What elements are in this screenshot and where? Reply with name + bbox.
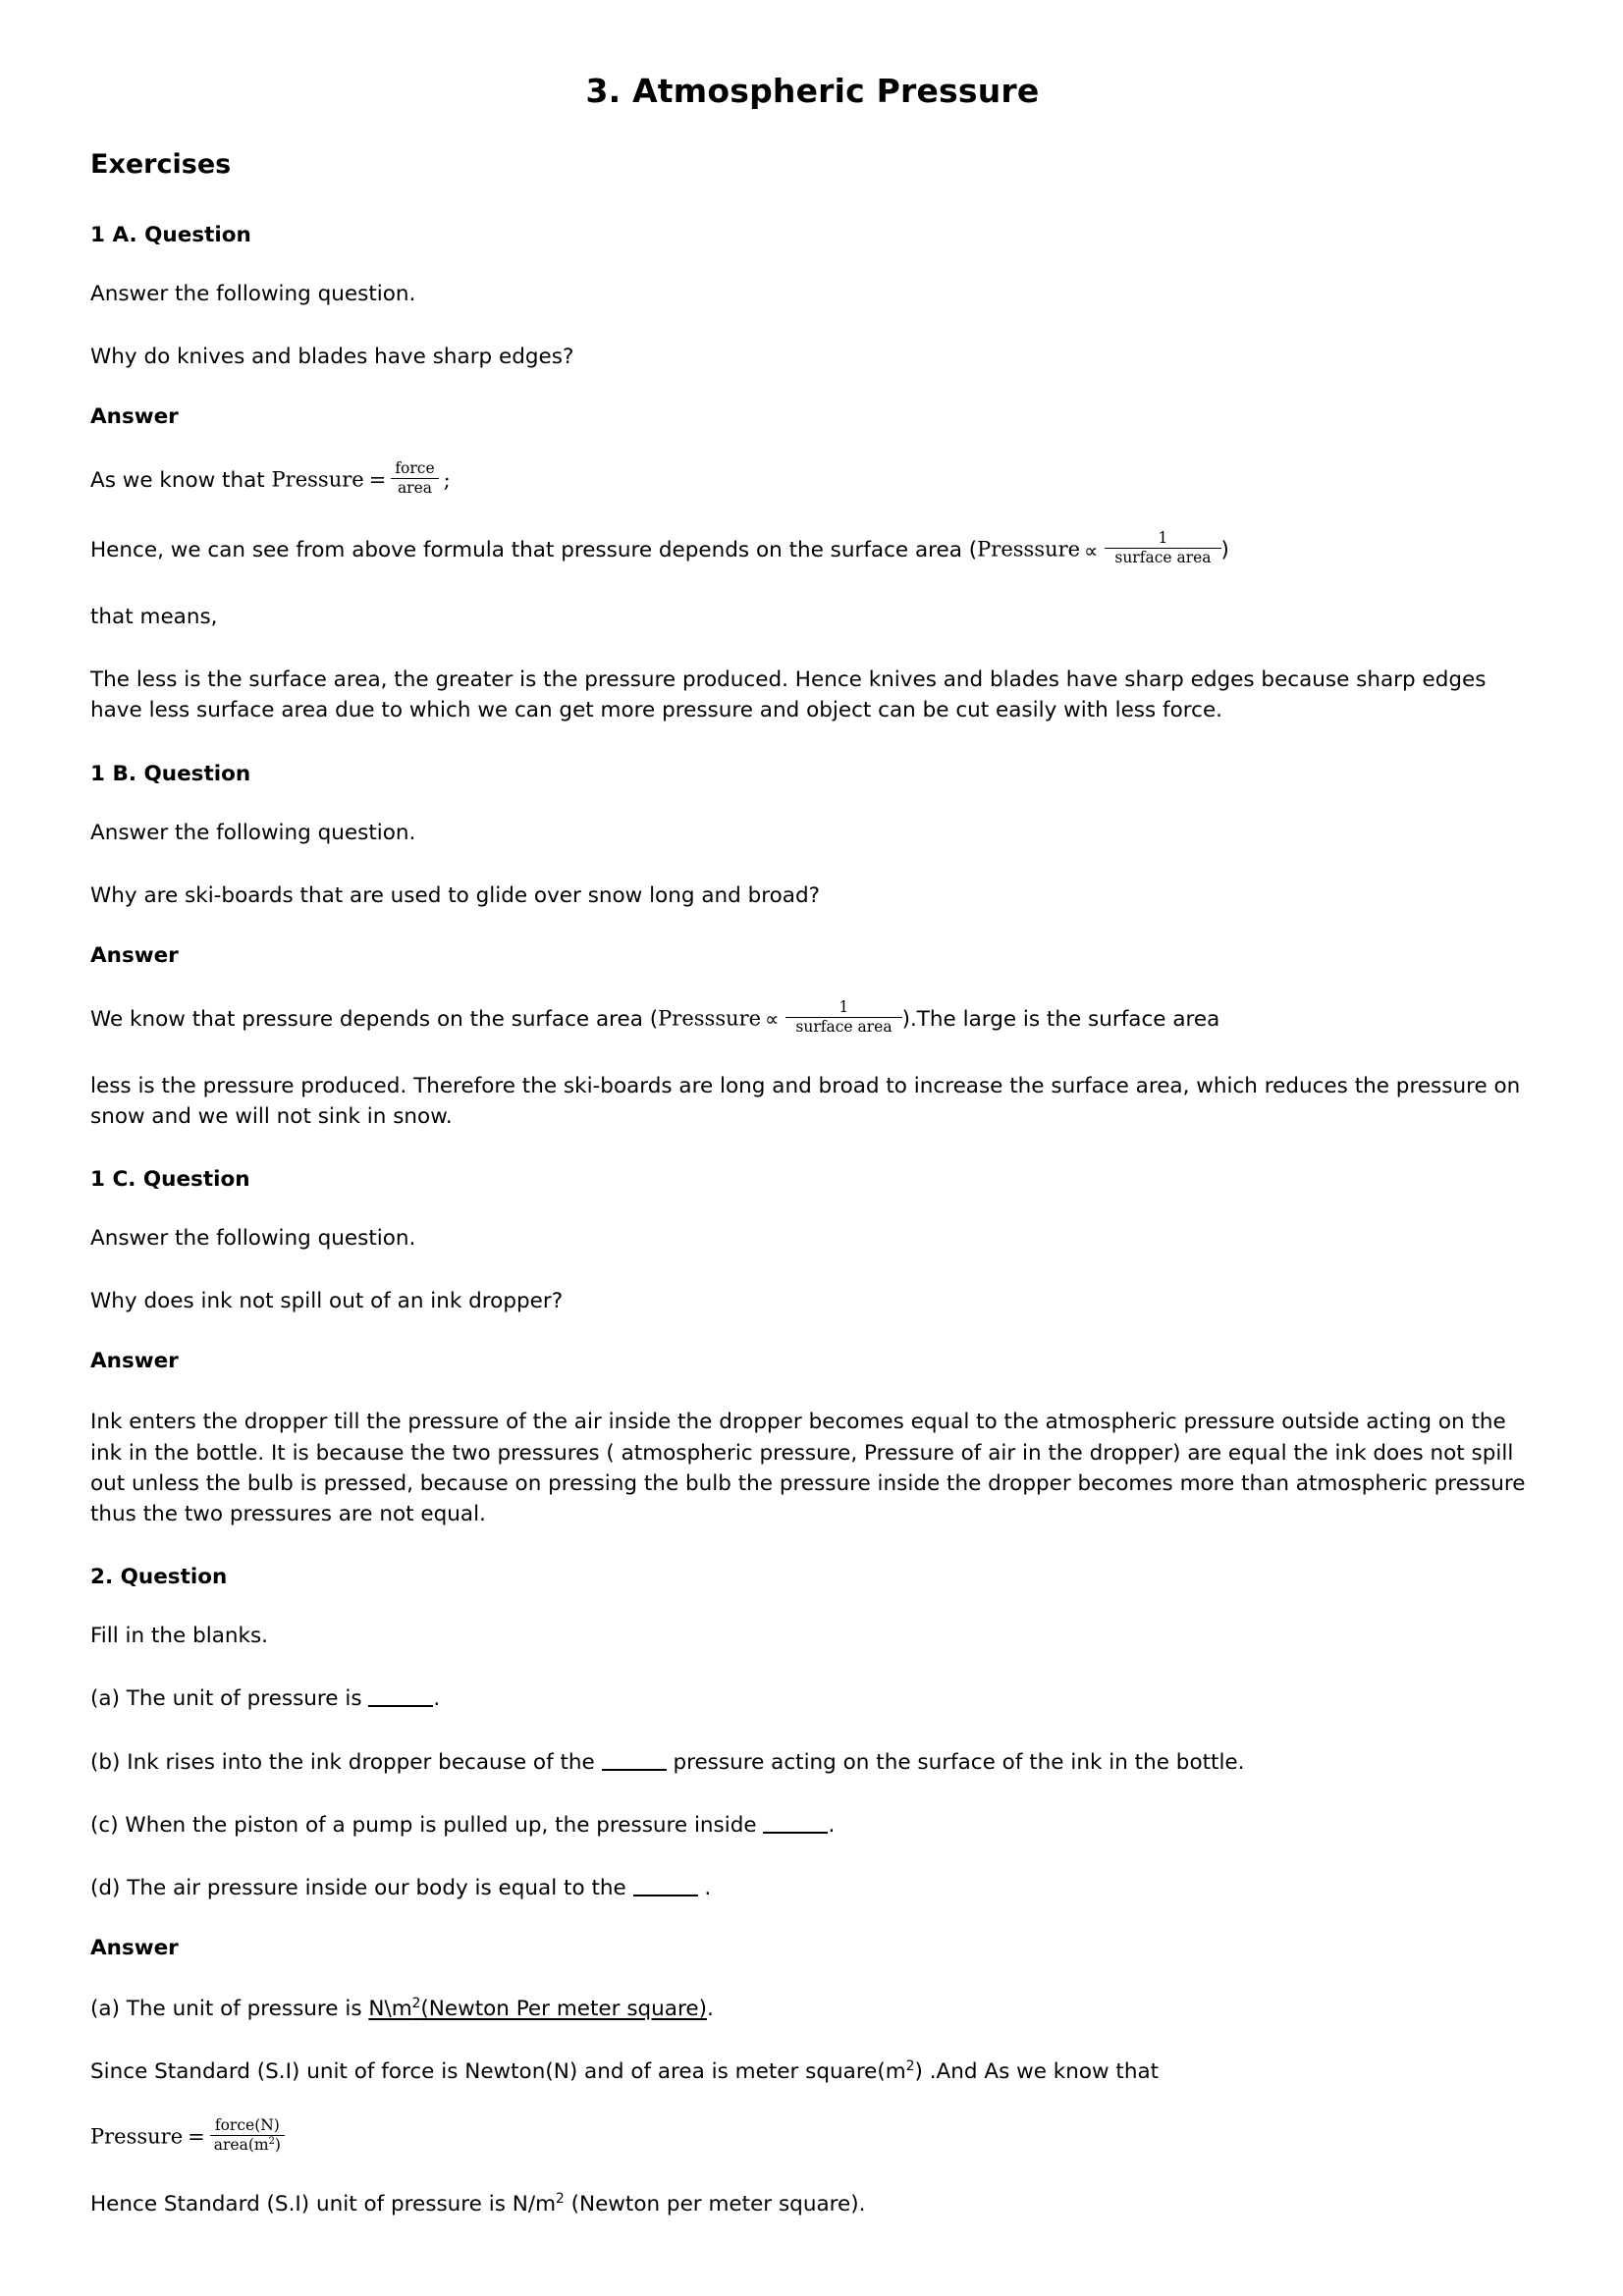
blank-field-d[interactable] — [633, 1873, 698, 1896]
formula-1a-prefix: As we know that — [90, 468, 265, 494]
answer-heading-1c: Answer — [90, 1349, 179, 1374]
answer-1a-paragraph: The less is the surface area, the greater is the pressure produced. Hence knives and blades have sharp edges because sharp edges have less surface area due to which we can get more pressure and object can be cut easily with less force. — [90, 667, 1487, 723]
hence-line-part1: Hence Standard (S.I) unit of pressure is N/m — [90, 2192, 557, 2217]
instruction-2: Fill in the blanks. — [90, 1624, 269, 1649]
fraction-force-area — [391, 460, 438, 498]
formula-pressure-prop-inverse-area-1a — [977, 529, 1220, 569]
fraction-numerator: force(N) — [210, 2117, 285, 2136]
formula-pressure-force-n-over-area-m2 — [90, 2116, 285, 2157]
blank-field-b[interactable] — [602, 1747, 667, 1771]
answer-1b-paragraph: less is the pressure produced. Therefore the ski-boards are long and broad to increase the surface area, which reduces the pressure on snow and we will not sink in snow. — [90, 1073, 1521, 1129]
fraction-one-over-surface-area — [1105, 530, 1220, 567]
proportional-prefix-1a: Hence, we can see from above formula that pressure depends on the surface area ( — [90, 538, 978, 563]
fill-blank-a-suffix: . — [433, 1686, 441, 1712]
answer-2a-exponent: 2 — [411, 1995, 421, 2011]
fraction-force-n-area-m2 — [210, 2117, 285, 2155]
proportional-suffix-1a: ) — [1220, 538, 1229, 563]
proportional-suffix-1b: ).The large is the surface area — [901, 1006, 1220, 1032]
formula-pressure-prop-inverse-area-1b — [658, 997, 901, 1039]
denominator-before: area(m — [213, 2136, 269, 2155]
formula-lhs: Pressure — [90, 2124, 184, 2149]
hence-line-exponent: 2 — [556, 2191, 565, 2208]
fraction-one-over-surface-area — [785, 999, 901, 1037]
instruction-1b: Answer the following question. — [90, 820, 416, 845]
fraction-numerator: 1 — [785, 999, 901, 1018]
answer-heading-1a: Answer — [90, 404, 179, 430]
equals-sign: = — [368, 467, 387, 492]
blank-field-a[interactable] — [368, 1684, 433, 1708]
fill-blank-a-prefix: (a) The unit of pressure is — [90, 1686, 369, 1712]
fill-blank-d — [90, 1873, 1535, 1903]
answer-2a-suffix: . — [706, 1997, 714, 2022]
since-line-part2: ) .And As we know that — [914, 2059, 1160, 2085]
answer-2a-unit: N\m — [368, 1997, 412, 2022]
answer-2a-prefix: (a) The unit of pressure is — [90, 1997, 369, 2022]
blank-field-c[interactable] — [763, 1810, 828, 1834]
answer-1a-that-means: that means, — [90, 605, 218, 630]
answer-1a-proportional-line — [90, 529, 1535, 569]
question-heading-1c: 1 C. Question — [90, 1167, 250, 1193]
question-heading-1a: 1 A. Question — [90, 223, 251, 247]
fill-blank-b-suffix: pressure acting on the surface of the ink in the bottle. — [666, 1749, 1245, 1775]
answer-2-formula-line — [90, 2116, 1535, 2157]
fill-blank-c-prefix: (c) When the piston of a pump is pulled up, the pressure inside — [90, 1812, 764, 1838]
answer-heading-2: Answer — [90, 1936, 179, 1961]
question-heading-1b: 1 B. Question — [90, 761, 251, 786]
answer-1a-formula-line — [90, 459, 1535, 500]
fraction-numerator: 1 — [1105, 530, 1220, 549]
proportional-to-icon: ∝ — [765, 1007, 780, 1032]
answer-1b-proportional-line — [90, 997, 1535, 1039]
equals-sign: = — [188, 2124, 205, 2149]
answer-2-hence-line — [90, 2189, 1535, 2219]
formula-lhs: Presssure — [658, 1006, 762, 1031]
fraction-denominator: surface area — [795, 1017, 893, 1036]
denominator-after: ) — [274, 2136, 281, 2155]
answer-2a-line — [90, 1994, 1535, 2024]
instruction-1c: Answer the following question. — [90, 1226, 416, 1252]
denominator-exponent: 2 — [268, 2136, 275, 2148]
question-text-1a: Why do knives and blades have sharp edges? — [90, 345, 574, 370]
hence-line-part2: (Newton per meter square). — [564, 2192, 866, 2217]
fill-blank-b-prefix: (b) Ink rises into the ink dropper because of the — [90, 1749, 602, 1775]
since-line-part1: Since Standard (S.I) unit of force is Newton(N) and of area is meter square(m — [90, 2059, 906, 2085]
answer-2a-expansion: (Newton Per meter square) — [420, 1997, 707, 2022]
fraction-denominator: surface area — [1114, 549, 1212, 567]
section-heading-exercises: Exercises — [90, 149, 232, 180]
fill-blank-c — [90, 1810, 1535, 1841]
question-text-1b: Why are ski-boards that are used to glide over snow long and broad? — [90, 882, 821, 908]
answer-2a-underlined-value — [368, 1997, 707, 2021]
fraction-numerator: force — [391, 460, 438, 479]
fill-blank-a — [90, 1683, 1535, 1714]
since-line-exponent: 2 — [905, 2058, 915, 2075]
formula-trailing-semicolon: ; — [443, 467, 451, 492]
answer-1c-paragraph: Ink enters the dropper till the pressure of the air inside the dropper becomes equal to the atmospheric pressure outside acting on the ink in the bottle. It is because the two pressures ( atmospheric pressure, Pressure of air in the dropper) are equal the ink does not spill out unless the bulb is pressed, because on pressing the bulb the pressure inside the dropper becomes more than atmospheric pressure thus the two pressures are not equal. — [90, 1410, 1526, 1526]
fill-blank-d-suffix: . — [697, 1875, 712, 1900]
formula-pressure-force-over-area — [271, 459, 456, 500]
fill-blank-c-suffix: . — [828, 1812, 836, 1838]
fraction-denominator: area — [397, 479, 433, 498]
proportional-to-icon: ∝ — [1084, 538, 1099, 562]
instruction-1a: Answer the following question. — [90, 282, 416, 306]
formula-lhs: Presssure — [977, 537, 1081, 561]
formula-lhs: Pressure — [271, 467, 364, 492]
question-text-1c: Why does ink not spill out of an ink dropper? — [90, 1289, 564, 1314]
fraction-denominator — [210, 2136, 285, 2155]
fill-blank-b — [90, 1747, 1535, 1778]
answer-2-since-line — [90, 2056, 1535, 2087]
page-title: 3. Atmospheric Pressure — [585, 72, 1040, 110]
fill-blank-d-prefix: (d) The air pressure inside our body is equal to the — [90, 1875, 633, 1900]
proportional-prefix-1b: We know that pressure depends on the surface area ( — [90, 1006, 659, 1032]
question-heading-2: 2. Question — [90, 1565, 228, 1590]
answer-heading-1b: Answer — [90, 942, 179, 968]
